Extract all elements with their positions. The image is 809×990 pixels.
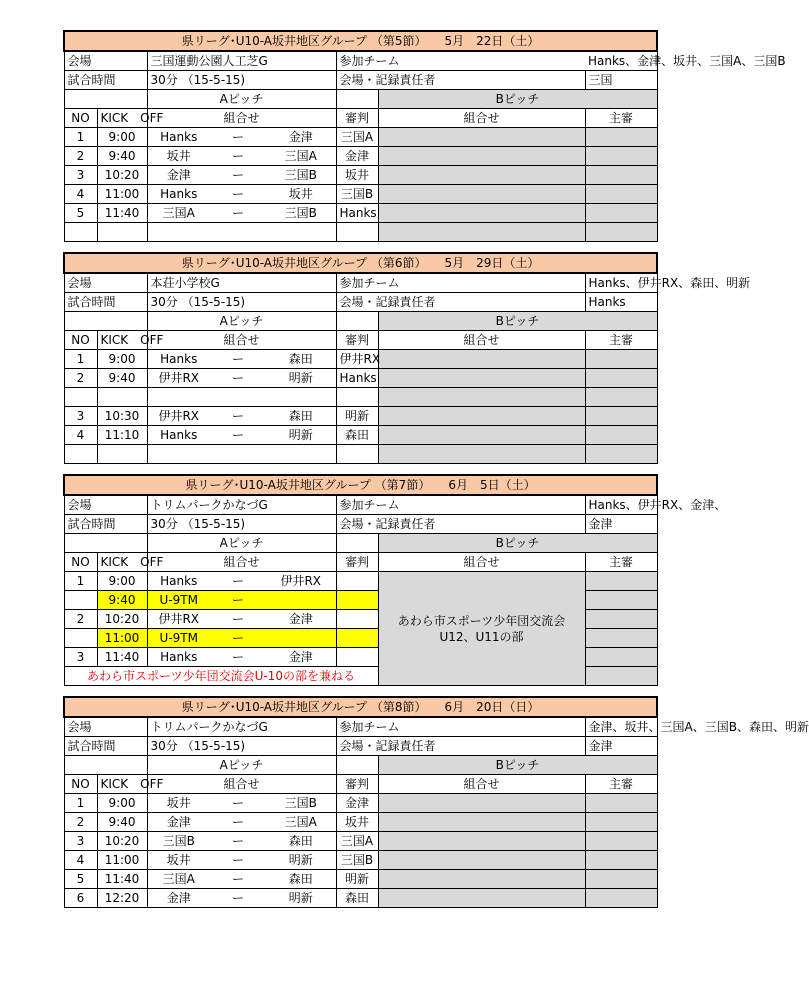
col-ref: 審判: [336, 109, 378, 128]
section-title: 県リーグ･U10-A坂井地区グループ （第6節） 5月 29日（土）: [64, 253, 657, 273]
col-ref: 審判: [336, 331, 378, 350]
col-chief: 主審: [585, 775, 657, 794]
manager-value: 金津: [585, 515, 657, 534]
teams-label: 参加チーム: [336, 273, 585, 293]
table-row: 5 11:40 三国A ー 森田 明新: [64, 870, 657, 889]
pitch-b-header: Bピッチ: [378, 534, 657, 553]
pitch-a-header: Aピッチ: [147, 534, 336, 553]
col-ref: 審判: [336, 553, 378, 572]
col-match-b: 組合せ: [378, 553, 585, 572]
table-row: [64, 445, 657, 464]
col-match-b: 組合せ: [378, 331, 585, 350]
col-kickoff: KICK OFF: [97, 775, 147, 794]
schedule-table-sec5: [63, 30, 786, 242]
manager-value: 三国: [585, 71, 657, 90]
table-row: 4 11:10 Hanks ー 明新 森田: [64, 426, 657, 445]
pitch-a-header: Aピッチ: [147, 756, 336, 775]
schedule-table-sec7: [63, 474, 727, 686]
table-row: 1 9:00 Hanks ー 伊井RX あわら市スポーツ少年団交流会 U12、U11の部: [64, 572, 657, 591]
col-match: 組合せ: [147, 775, 336, 794]
time-value: 30分 （15-5-15): [147, 515, 336, 534]
b-pitch-note: あわら市スポーツ少年団交流会 U12、U11の部: [378, 572, 585, 686]
venue-value: トリムパークかなづG: [147, 495, 336, 515]
pitch-b-header: Bピッチ: [378, 756, 657, 775]
table-row: [64, 223, 657, 242]
time-label: 試合時間: [64, 71, 147, 90]
teams-label: 参加チーム: [336, 51, 585, 71]
table-row: 4 11:00 Hanks ー 坂井 三国B: [64, 185, 657, 204]
teams-value: Hanks、伊井RX、金津、: [585, 495, 657, 515]
table-row: [64, 388, 657, 407]
col-ref: 審判: [336, 775, 378, 794]
col-no: NO: [64, 553, 97, 572]
table-row: 6 12:20 金津 ー 明新 森田: [64, 889, 657, 908]
teams-value: Hanks、伊井RX、森田、明新: [585, 273, 657, 293]
venue-value: トリムパークかなづG: [147, 717, 336, 737]
time-value: 30分 （15-5-15): [147, 71, 336, 90]
col-kickoff: KICK OFF: [97, 331, 147, 350]
table-row: 1 9:00 Hanks ー 金津 三国A: [64, 128, 657, 147]
teams-label: 参加チーム: [336, 495, 585, 515]
table-row: 1 9:00 坂井 ー 三国B 金津: [64, 794, 657, 813]
table-row: 1 9:00 Hanks ー 森田 伊井RX: [64, 350, 657, 369]
table-row: 5 11:40 三国A ー 三国B Hanks: [64, 204, 657, 223]
table-row: 2 9:40 金津 ー 三国A 坂井: [64, 813, 657, 832]
manager-value: 金津: [585, 737, 657, 756]
venue-label: 会場: [64, 717, 147, 737]
teams-value: 金津、坂井、三国A、三国B、森田、明新: [585, 717, 657, 737]
col-chief: 主審: [585, 331, 657, 350]
teams-value: Hanks、金津、坂井、三国A、三国B: [585, 51, 657, 71]
col-kickoff: KICK OFF: [97, 109, 147, 128]
table-row: 4 11:00 坂井 ー 明新 三国B: [64, 851, 657, 870]
manager-label: 会場・記録責任者: [336, 515, 585, 534]
section-title: 県リーグ･U10-A坂井地区グループ （第8節） 6月 20日（日）: [64, 697, 657, 717]
pitch-b-header: Bピッチ: [378, 312, 657, 331]
manager-label: 会場・記録責任者: [336, 293, 585, 312]
table-row: 11:00 U-9TM ー: [64, 629, 657, 648]
venue-value: 本荘小学校G: [147, 273, 336, 293]
venue-value: 三国運動公園人工芝G: [147, 51, 336, 71]
time-label: 試合時間: [64, 737, 147, 756]
table-row: 3 10:30 伊井RX ー 森田 明新: [64, 407, 657, 426]
col-match: 組合せ: [147, 553, 336, 572]
teams-label: 参加チーム: [336, 717, 585, 737]
col-kickoff: KICK OFF: [97, 553, 147, 572]
manager-value: Hanks: [585, 293, 657, 312]
time-value: 30分 （15-5-15): [147, 293, 336, 312]
pitch-a-header: Aピッチ: [147, 312, 336, 331]
col-no: NO: [64, 775, 97, 794]
col-match-b: 組合せ: [378, 109, 585, 128]
col-match: 組合せ: [147, 109, 336, 128]
col-match: 組合せ: [147, 331, 336, 350]
pitch-b-header: Bピッチ: [378, 90, 657, 109]
col-chief: 主審: [585, 109, 657, 128]
schedule-table-sec6: [63, 252, 751, 464]
table-row: 9:40 U-9TM ー: [64, 591, 657, 610]
time-label: 試合時間: [64, 515, 147, 534]
time-label: 試合時間: [64, 293, 147, 312]
section-note: あわら市スポーツ少年団交流会U-10の部を兼ねる: [64, 667, 378, 686]
manager-label: 会場・記録責任者: [336, 737, 585, 756]
manager-label: 会場・記録責任者: [336, 71, 585, 90]
col-no: NO: [64, 109, 97, 128]
col-no: NO: [64, 331, 97, 350]
venue-label: 会場: [64, 51, 147, 71]
table-row: 2 9:40 伊井RX ー 明新 Hanks: [64, 369, 657, 388]
col-match-b: 組合せ: [378, 775, 585, 794]
schedule-table-sec8: [63, 696, 809, 908]
table-row: 2 9:40 坂井 ー 三国A 金津: [64, 147, 657, 166]
pitch-a-header: Aピッチ: [147, 90, 336, 109]
col-chief: 主審: [585, 553, 657, 572]
table-row: 3 10:20 金津 ー 三国B 坂井: [64, 166, 657, 185]
table-row: 3 11:40 Hanks ー 金津: [64, 648, 657, 667]
venue-label: 会場: [64, 273, 147, 293]
section-title: 県リーグ･U10-A坂井地区グループ （第5節） 5月 22日（土）: [64, 31, 657, 51]
section-title: 県リーグ･U10-A坂井地区グループ （第7節） 6月 5日（土）: [64, 475, 657, 495]
venue-label: 会場: [64, 495, 147, 515]
time-value: 30分 （15-5-15): [147, 737, 336, 756]
table-row: 2 10:20 伊井RX ー 金津: [64, 610, 657, 629]
table-row: 3 10:20 三国B ー 森田 三国A: [64, 832, 657, 851]
